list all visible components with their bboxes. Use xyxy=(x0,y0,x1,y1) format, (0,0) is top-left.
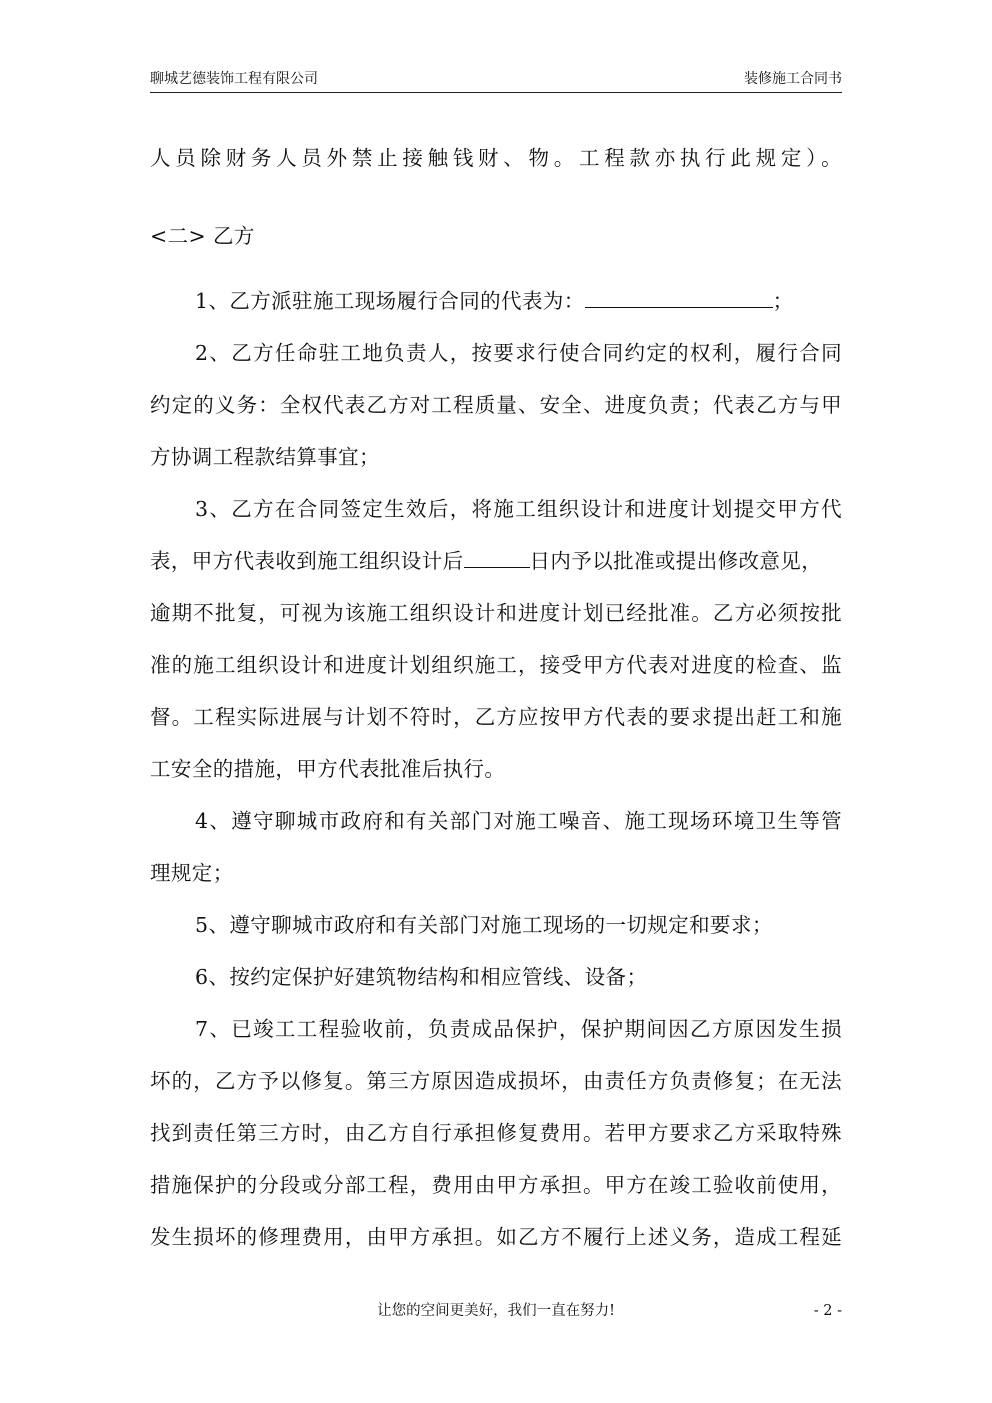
item-1-text: 1、乙方派驻施工现场履行合同的代表为： xyxy=(195,289,585,313)
item-3-line xyxy=(150,547,842,575)
section-heading: <二> 乙方 xyxy=(150,224,255,248)
item-2-line: 约定的义务：全权代表乙方对工程质量、安全、进度负责；代表乙方与甲 xyxy=(150,393,842,417)
representative-blank xyxy=(585,287,773,308)
item-3-line: 准的施工组织设计和进度计划组织施工，接受甲方代表对进度的检查、监 xyxy=(150,653,842,677)
item-3-line: 工安全的措施，甲方代表批准后执行。 xyxy=(150,757,506,781)
item-3-text-a: 表，甲方代表收到施工组织设计后 xyxy=(150,549,464,573)
item-7-line: 措施保护的分段或分部工程，费用由甲方承担。甲方在竣工验收前使用， xyxy=(150,1173,842,1197)
item-3-line: 督。工程实际进展与计划不符时，乙方应按甲方代表的要求提出赶工和施 xyxy=(150,705,842,729)
item-3-line: 逾期不批复，可视为该施工组织设计和进度计划已经批准。乙方必须按批 xyxy=(150,601,842,625)
item-1-end: ； xyxy=(772,289,794,313)
item-7-line: 发生损坏的修理费用，由甲方承担。如乙方不履行上述义务，造成工程延 xyxy=(150,1225,842,1249)
item-7-line: 找到责任第三方时，由乙方自行承担修复费用。若甲方要求乙方采取特殊 xyxy=(150,1121,842,1145)
item-5: 5、遵守聊城市政府和有关部门对施工现场的一切规定和要求； xyxy=(195,913,773,937)
item-7-line: 7、已竣工工程验收前，负责成品保护，保护期间因乙方原因发生损 xyxy=(195,1017,842,1041)
page-header xyxy=(150,70,842,93)
paragraph-line: 人员除财务人员外禁止接触钱财、物。工程款亦执行此规定）。 xyxy=(150,146,842,170)
item-7-line: 坏的，乙方予以修复。第三方原因造成损坏，由责任方负责修复；在无法 xyxy=(150,1069,842,1093)
item-6: 6、按约定保护好建筑物结构和相应管线、设备； xyxy=(195,965,648,989)
header-doc-title: 装修施工合同书 xyxy=(744,71,842,87)
item-2-line: 方协调工程款结算事宜； xyxy=(150,445,380,469)
item-4-line: 理规定； xyxy=(150,861,234,885)
item-1 xyxy=(195,287,842,315)
item-4-line: 4、遵守聊城市政府和有关部门对施工噪音、施工现场环境卫生等管 xyxy=(195,809,842,833)
header-company: 聊城艺德装饰工程有限公司 xyxy=(150,71,318,87)
item-3-line: 3、乙方在合同签定生效后，将施工组织设计和进度计划提交甲方代 xyxy=(195,497,842,521)
page-number: - 2 - xyxy=(813,1303,842,1319)
item-2-line: 2、乙方任命驻工地负责人，按要求行使合同约定的权利，履行合同 xyxy=(195,341,842,365)
footer-slogan: 让您的空间更美好，我们一直在努力! xyxy=(377,1303,615,1319)
item-3-text-b: 日内予以批准或提出修改意见， xyxy=(529,549,823,573)
days-blank xyxy=(464,547,530,568)
